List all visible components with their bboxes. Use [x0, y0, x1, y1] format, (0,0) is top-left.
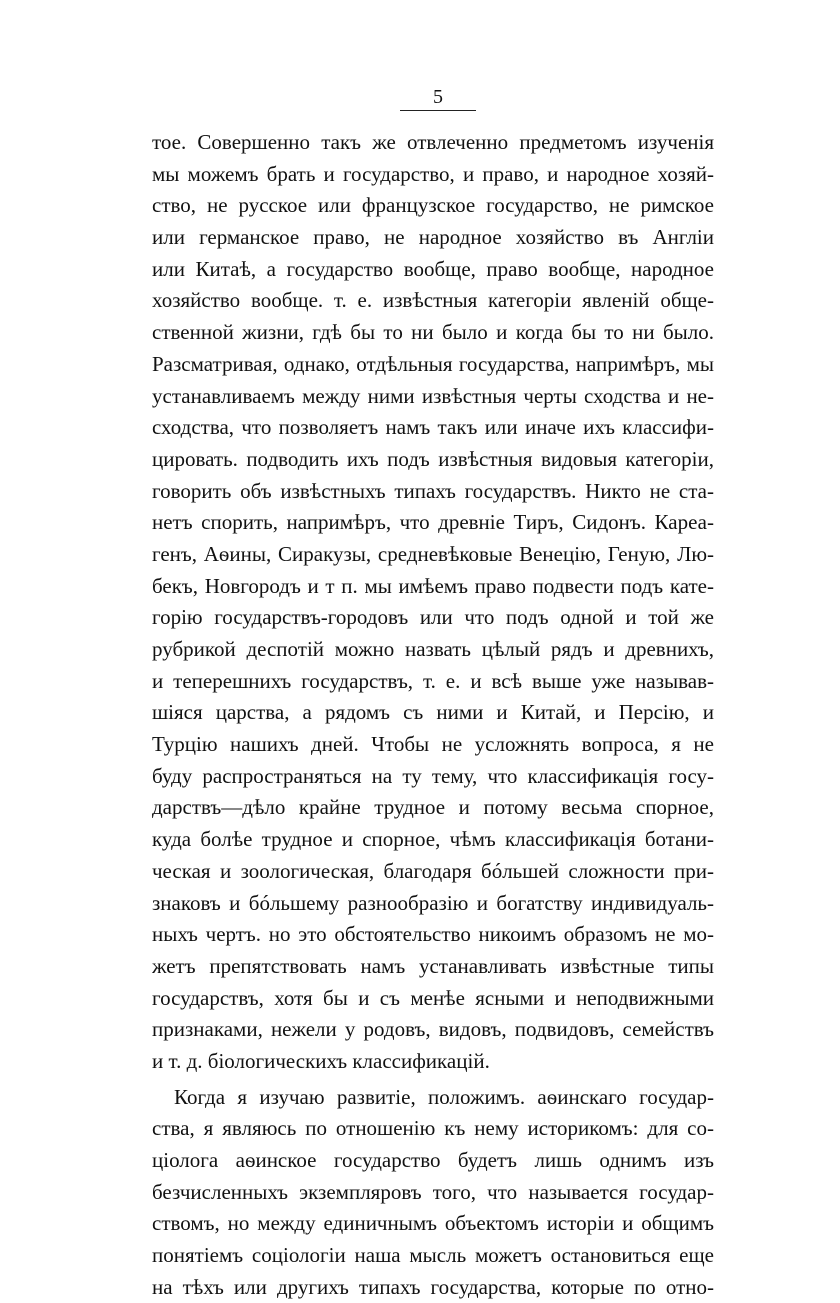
text-line: ныхъ чертъ. но это обстоятельство никоимъ образомъ не мо-: [152, 922, 714, 947]
text-line: Когда я изучаю развитіе, положимъ. аѳинскаго государ-: [174, 1084, 714, 1109]
page-number-underline: [400, 110, 476, 111]
text-line: генъ, Аѳины, Сиракузы, средневѣковые Венецію, Геную, Лю-: [152, 541, 714, 566]
text-line: бекъ, Новгородъ и т п. мы имѣемъ право подвести подъ кате-: [152, 573, 714, 598]
text-line: на тѣхъ или другихъ типахъ государства, которые по отно-: [152, 1274, 714, 1299]
paragraph-1: [152, 127, 714, 1078]
paragraph-2: [152, 1082, 714, 1303]
text-line: рубрикой деспотій можно назвать цѣлый рядъ и древнихъ,: [152, 637, 714, 661]
text-line: хозяйство вообще. т. е. извѣстныя категоріи явленій обще-: [152, 288, 714, 313]
text-line: куда болѣе трудное и спорное, чѣмъ классификація ботани-: [152, 827, 714, 852]
text-line: тое. Совершенно такъ же отвлеченно предметомъ изученія: [152, 130, 714, 154]
text-line: дарствъ—дѣло крайне трудное и потому весьма спорное,: [152, 795, 714, 820]
text-line: ческая и зоологическая, благодаря бóльшей сложности при-: [152, 858, 714, 883]
text-line: и теперешнихъ государствъ, т. е. и всѣ выше уже называв-: [152, 668, 714, 693]
text-line: ства, я являюсь по отношенію къ нему историкомъ: для со-: [152, 1116, 714, 1141]
page-number: 5: [433, 86, 443, 108]
text-line: цировать. подводить ихъ подъ извѣстныя видовыя категоріи,: [152, 446, 714, 471]
text-line: шіяся царства, а рядомъ съ ними и Китай, и Персію, и: [152, 700, 714, 725]
text-line: Турцію нашихъ дней. Чтобы не усложнять вопроса, я не: [152, 732, 714, 757]
text-line: ственной жизни, гдѣ бы то ни было и когда бы то ни было.: [152, 320, 714, 345]
text-line: мы можемъ брать и государство, и право, и народное хозяй-: [152, 161, 714, 186]
text-line: говорить объ извѣстныхъ типахъ государствъ. Никто не ста-: [152, 478, 714, 503]
text-line: сходства, что позволяетъ намъ такъ или иначе ихъ классифи-: [152, 415, 714, 440]
text-line: Разсматривая, однако, отдѣльныя государства, напримѣръ, мы: [152, 351, 714, 376]
text-line: знаковъ и бóльшему разнообразію и богатству индивидуаль-: [152, 890, 714, 915]
text-line: горію государствъ-городовъ или что подъ одной и той же: [152, 605, 714, 630]
text-line: и т. д. біологическихъ классификацій.: [152, 1048, 490, 1073]
text-line: ціолога аѳинское государство будетъ лишь однимъ изъ: [152, 1148, 714, 1172]
text-line: жетъ препятствовать намъ устанавливать извѣстные типы: [152, 953, 714, 978]
text-line: признаками, нежели у родовъ, видовъ, подвидовъ, семействъ: [152, 1017, 714, 1042]
text-line: нетъ спорить, напримѣръ, что древніе Тиръ, Сидонъ. Кареа-: [152, 510, 714, 535]
text-line: безчисленныхъ экземпляровъ того, что называется государ-: [152, 1179, 714, 1204]
text-line: ство, не русское или французское государство, не римское: [152, 193, 714, 218]
text-line: или германское право, не народное хозяйство въ Англіи: [152, 225, 714, 250]
text-line: государствъ, хотя бы и съ менѣе ясными и неподвижными: [152, 985, 714, 1010]
body-text: [152, 127, 714, 1303]
text-line: буду распространяться на ту тему, что классификація госу-: [152, 763, 714, 788]
text-line: устанавливаемъ между ними извѣстныя черты сходства и не-: [152, 383, 714, 408]
text-line: или Китаѣ, а государство вообще, право вообще, народное: [152, 256, 714, 281]
text-line: понятіемъ соціологіи наша мысль можетъ остановиться еще: [152, 1243, 714, 1268]
text-line: ствомъ, но между единичнымъ объектомъ исторіи и общимъ: [152, 1211, 714, 1236]
